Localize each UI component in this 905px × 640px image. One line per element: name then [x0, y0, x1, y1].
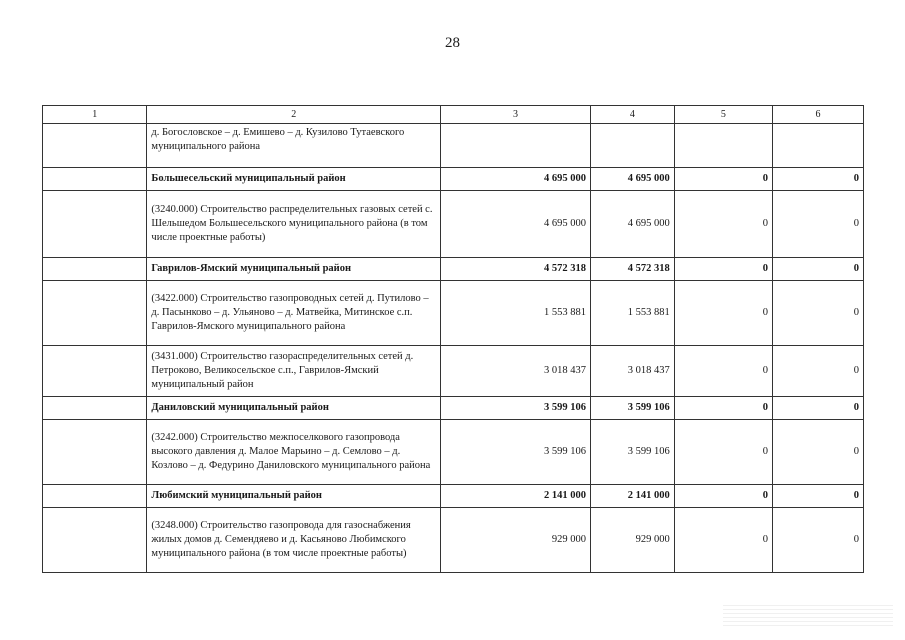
amount-col4: 4 572 318 [591, 258, 675, 281]
amount-total: 2 141 000 [441, 485, 591, 508]
continuation-row [43, 124, 864, 168]
scan-artifact [723, 602, 893, 626]
amount-col6: 0 [772, 258, 863, 281]
amount-col5: 0 [674, 397, 772, 420]
amount-col5: 0 [674, 420, 772, 485]
amount-col5: 0 [674, 281, 772, 346]
empty-cell [674, 124, 772, 168]
empty-cell [43, 397, 147, 420]
amount-col4: 1 553 881 [591, 281, 675, 346]
amount-col5: 0 [674, 258, 772, 281]
district-row [43, 258, 864, 281]
object-row [43, 191, 864, 258]
empty-cell [591, 124, 675, 168]
object-name: (3240.000) Строительство распределительных газовых сетей с. Шельшедом Большесельского муниципального района (в том числе проектные работы) [147, 191, 441, 258]
amount-col4: 929 000 [591, 508, 675, 573]
amount-col4: 3 599 106 [591, 420, 675, 485]
column-number: 1 [43, 106, 147, 124]
column-number: 2 [147, 106, 441, 124]
empty-cell [43, 168, 147, 191]
empty-cell [43, 485, 147, 508]
budget-table [42, 105, 864, 573]
object-name: д. Богословское – д. Емишево – д. Кузилово Тутаевского муниципального района [147, 124, 441, 168]
amount-col6: 0 [772, 168, 863, 191]
amount-total: 4 572 318 [441, 258, 591, 281]
amount-col6: 0 [772, 281, 863, 346]
amount-col5: 0 [674, 168, 772, 191]
column-number: 3 [441, 106, 591, 124]
amount-total: 4 695 000 [441, 191, 591, 258]
column-number: 5 [674, 106, 772, 124]
object-name: (3422.000) Строительство газопроводных сетей д. Путилово –д. Пасынково – д. Ульяново – д. Матвейка, Митинское с.п. Гаврилов-Ямского муниципального района [147, 281, 441, 346]
empty-cell [43, 258, 147, 281]
amount-total: 3 018 437 [441, 346, 591, 397]
amount-col4: 4 695 000 [591, 168, 675, 191]
empty-cell [43, 124, 147, 168]
amount-col6: 0 [772, 346, 863, 397]
column-number: 4 [591, 106, 675, 124]
amount-total: 1 553 881 [441, 281, 591, 346]
district-row [43, 485, 864, 508]
amount-col6: 0 [772, 420, 863, 485]
empty-cell [772, 124, 863, 168]
amount-total: 3 599 106 [441, 420, 591, 485]
amount-col4: 3 599 106 [591, 397, 675, 420]
district-name: Большесельский муниципальный район [147, 168, 441, 191]
object-name: (3248.000) Строительство газопровода для газоснабжения жилых домов д. Семендяево и д. Касьяново Любимского муниципального района (в том числе проектные работы) [147, 508, 441, 573]
empty-cell [43, 281, 147, 346]
amount-total: 3 599 106 [441, 397, 591, 420]
object-row [43, 281, 864, 346]
district-row [43, 397, 864, 420]
page-number: 28 [445, 35, 460, 51]
column-number: 6 [772, 106, 863, 124]
empty-cell [43, 420, 147, 485]
amount-col4: 3 018 437 [591, 346, 675, 397]
object-row [43, 508, 864, 573]
amount-col4: 4 695 000 [591, 191, 675, 258]
empty-cell [441, 124, 591, 168]
amount-col5: 0 [674, 191, 772, 258]
district-name: Любимский муниципальный район [147, 485, 441, 508]
amount-col6: 0 [772, 191, 863, 258]
empty-cell [43, 346, 147, 397]
column-number-row [43, 106, 864, 124]
object-name: (3431.000) Строительство газораспределительных сетей д. Петроково, Великосельское с.п., Гаврилов-Ямский муниципальный район [147, 346, 441, 397]
district-name: Гаврилов-Ямский муниципальный район [147, 258, 441, 281]
amount-total: 4 695 000 [441, 168, 591, 191]
amount-col4: 2 141 000 [591, 485, 675, 508]
object-row [43, 346, 864, 397]
object-row [43, 420, 864, 485]
district-name: Даниловский муниципальный район [147, 397, 441, 420]
amount-col5: 0 [674, 485, 772, 508]
amount-col6: 0 [772, 485, 863, 508]
empty-cell [43, 508, 147, 573]
amount-col5: 0 [674, 346, 772, 397]
amount-col5: 0 [674, 508, 772, 573]
amount-total: 929 000 [441, 508, 591, 573]
amount-col6: 0 [772, 397, 863, 420]
object-name: (3242.000) Строительство межпоселкового газопровода высокого давления д. Малое Марьино – д. Семлово – д. Козлово – д. Федурино Даниловского муниципального района [147, 420, 441, 485]
amount-col6: 0 [772, 508, 863, 573]
district-row [43, 168, 864, 191]
empty-cell [43, 191, 147, 258]
